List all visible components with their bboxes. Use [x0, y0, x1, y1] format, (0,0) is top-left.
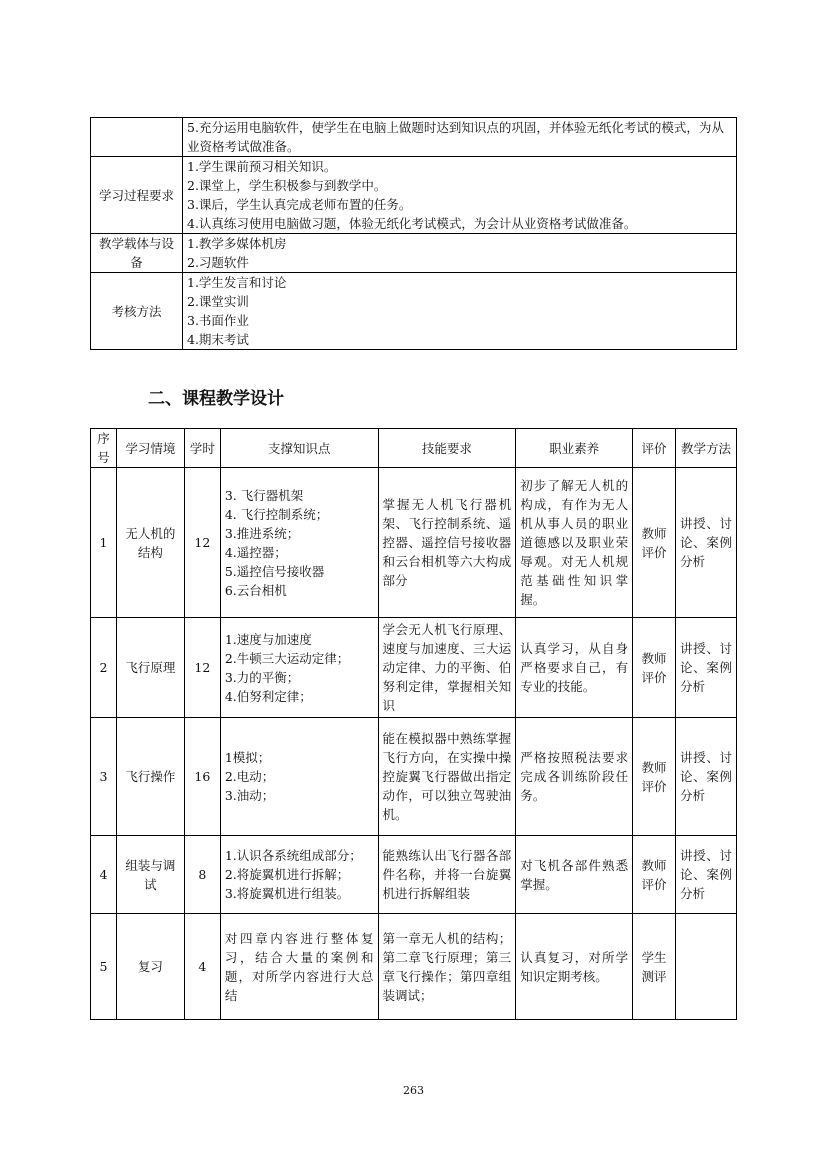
row-content — [183, 234, 737, 273]
list-item: 2.电动； — [224, 769, 275, 784]
cell-quality: 严格按照税法要求完成各训练阶段任务。 — [516, 718, 633, 836]
cell-method: 讲授、讨论、案例分析 — [676, 618, 737, 718]
list-item: 3.油动； — [224, 788, 275, 803]
list-item: 2.将旋翼机进行拆解； — [224, 867, 350, 882]
header-method: 教学方法 — [676, 429, 737, 468]
row-label: 学习过程要求 — [91, 157, 183, 234]
list-item: 3. 飞行器机架 — [224, 487, 304, 503]
list-item: 3.课后，学生认真完成老师布置的任务。 — [187, 197, 412, 212]
cell-hours: 4 — [184, 914, 220, 1020]
page-number: 263 — [403, 1084, 424, 1097]
list-item: 1.速度与加速度 — [224, 631, 312, 647]
list-item: 4.伯努利定律； — [224, 688, 312, 704]
cell-hours: 12 — [184, 618, 220, 718]
list-item: 4.期末考试 — [187, 332, 249, 347]
table-row — [91, 273, 737, 350]
cell-no: 1 — [91, 468, 117, 618]
cell-skill: 第一章无人机的结构；第二章飞行原理；第三章飞行操作；第四章组装调试； — [378, 914, 516, 1020]
list-item: 3.力的平衡； — [224, 669, 300, 685]
cell-hours: 12 — [184, 468, 220, 618]
header-knowledge: 支撑知识点 — [220, 429, 378, 468]
cell-evaluation: 学生测评 — [633, 914, 676, 1020]
list-item: 1.教学多媒体机房 — [187, 236, 287, 251]
list-item: 1模拟； — [224, 750, 271, 765]
course-info-table — [90, 117, 737, 350]
list-item: 2.课堂上，学生积极参与到教学中。 — [187, 178, 387, 193]
cell-quality: 认真学习，从自身严格要求自己，有专业的技能。 — [516, 618, 633, 718]
cell-method: 讲授、讨论、案例分析 — [676, 718, 737, 836]
course-design-table — [90, 428, 737, 1020]
table-row — [91, 914, 737, 1020]
header-hours: 学时 — [184, 429, 220, 468]
list-item: 4.认真练习使用电脑做习题，体验无纸化考试模式，为会计从业资格考试做准备。 — [187, 216, 637, 231]
cell-situation: 无人机的结构 — [116, 468, 184, 618]
table-row — [91, 118, 737, 157]
section-title: 二、课程教学设计 — [148, 389, 284, 409]
row-label: 考核方法 — [91, 273, 183, 350]
header-no: 序号 — [91, 429, 117, 468]
cell-no: 4 — [91, 836, 117, 914]
cell-knowledge — [220, 914, 378, 1020]
cell-method: 讲授、讨论、案例分析 — [676, 836, 737, 914]
row-content — [183, 118, 737, 157]
cell-situation: 飞行操作 — [116, 718, 184, 836]
cell-skill: 学会无人机飞行原理、速度与加速度、三大运动定律、力的平衡、伯努利定律，掌握相关知识 — [378, 618, 516, 718]
cell-quality: 对飞机各部件熟悉掌握。 — [516, 836, 633, 914]
list-item: 1.认识各系统组成部分； — [224, 848, 362, 863]
cell-knowledge — [220, 618, 378, 718]
cell-method — [676, 914, 737, 1020]
cell-situation: 组装与调试 — [116, 836, 184, 914]
table-row — [91, 618, 737, 718]
row-label: 教学载体与设备 — [91, 234, 183, 273]
cell-hours: 16 — [184, 718, 220, 836]
list-item: 4. 飞行控制系统； — [224, 506, 329, 522]
cell-knowledge — [220, 718, 378, 836]
list-item: 2.牛顿三大运动定律； — [224, 650, 350, 666]
cell-situation: 复习 — [116, 914, 184, 1020]
cell-skill: 能在模拟器中熟练掌握飞行方向，在实操中操控旋翼飞行器做出指定动作，可以独立驾驶油机。 — [378, 718, 516, 836]
table-row — [91, 234, 737, 273]
cell-quality: 初步了解无人机的构成，有作为无人机从事人员的职业道德感以及职业荣辱观。对无人机规范基础性知识掌握。 — [516, 468, 633, 618]
list-item: 1.学生课前预习相关知识。 — [187, 159, 337, 174]
cell-no: 5 — [91, 914, 117, 1020]
list-item: 2.习题软件 — [187, 255, 249, 270]
list-item: 3.书面作业 — [187, 313, 249, 328]
table-header-row — [91, 429, 737, 468]
cell-knowledge — [220, 468, 378, 618]
row-content — [183, 273, 737, 350]
cell-skill: 掌握无人机飞行器机架、飞行控制系统、遥控器、遥控信号接收器和云台相机等六大构成部分 — [378, 468, 516, 618]
cell-no: 2 — [91, 618, 117, 718]
row-content — [183, 157, 737, 234]
table-row — [91, 468, 737, 618]
row-label — [91, 118, 183, 157]
cell-knowledge — [220, 836, 378, 914]
cell-skill: 能熟练认出飞行器各部件名称，并将一台旋翼机进行拆解组装 — [378, 836, 516, 914]
list-item: 6.云台相机 — [224, 582, 287, 598]
list-item: 3.推进系统； — [224, 525, 300, 541]
cell-situation: 飞行原理 — [116, 618, 184, 718]
cell-hours: 8 — [184, 836, 220, 914]
table-row — [91, 718, 737, 836]
cell-evaluation: 教师评价 — [633, 718, 676, 836]
table-row — [91, 157, 737, 234]
header-quality: 职业素养 — [516, 429, 633, 468]
cell-quality: 认真复习，对所学知识定期考核。 — [516, 914, 633, 1020]
header-evaluation: 评价 — [633, 429, 676, 468]
list-item: 3.将旋翼机进行组装。 — [224, 886, 350, 901]
list-item: 5.遥控信号接收器 — [224, 563, 325, 579]
header-situation: 学习情境 — [116, 429, 184, 468]
cell-evaluation: 教师评价 — [633, 468, 676, 618]
list-item: 对四章内容进行整体复习，结合大量的案例和题，对所学内容进行大总结 — [224, 930, 374, 1003]
header-skill: 技能要求 — [378, 429, 516, 468]
list-item: 5.充分运用电脑软件，使学生在电脑上做题时达到知识点的巩固，并体验无纸化考试的模式，为从业资格考试做准备。 — [187, 120, 724, 154]
list-item: 2.课堂实训 — [187, 294, 249, 309]
list-item: 4.遥控器； — [224, 544, 287, 560]
cell-method: 讲授、讨论、案例分析 — [676, 468, 737, 618]
cell-evaluation: 教师评价 — [633, 836, 676, 914]
table-row — [91, 836, 737, 914]
cell-evaluation: 教师评价 — [633, 618, 676, 718]
list-item: 1.学生发言和讨论 — [187, 275, 287, 290]
cell-no: 3 — [91, 718, 117, 836]
